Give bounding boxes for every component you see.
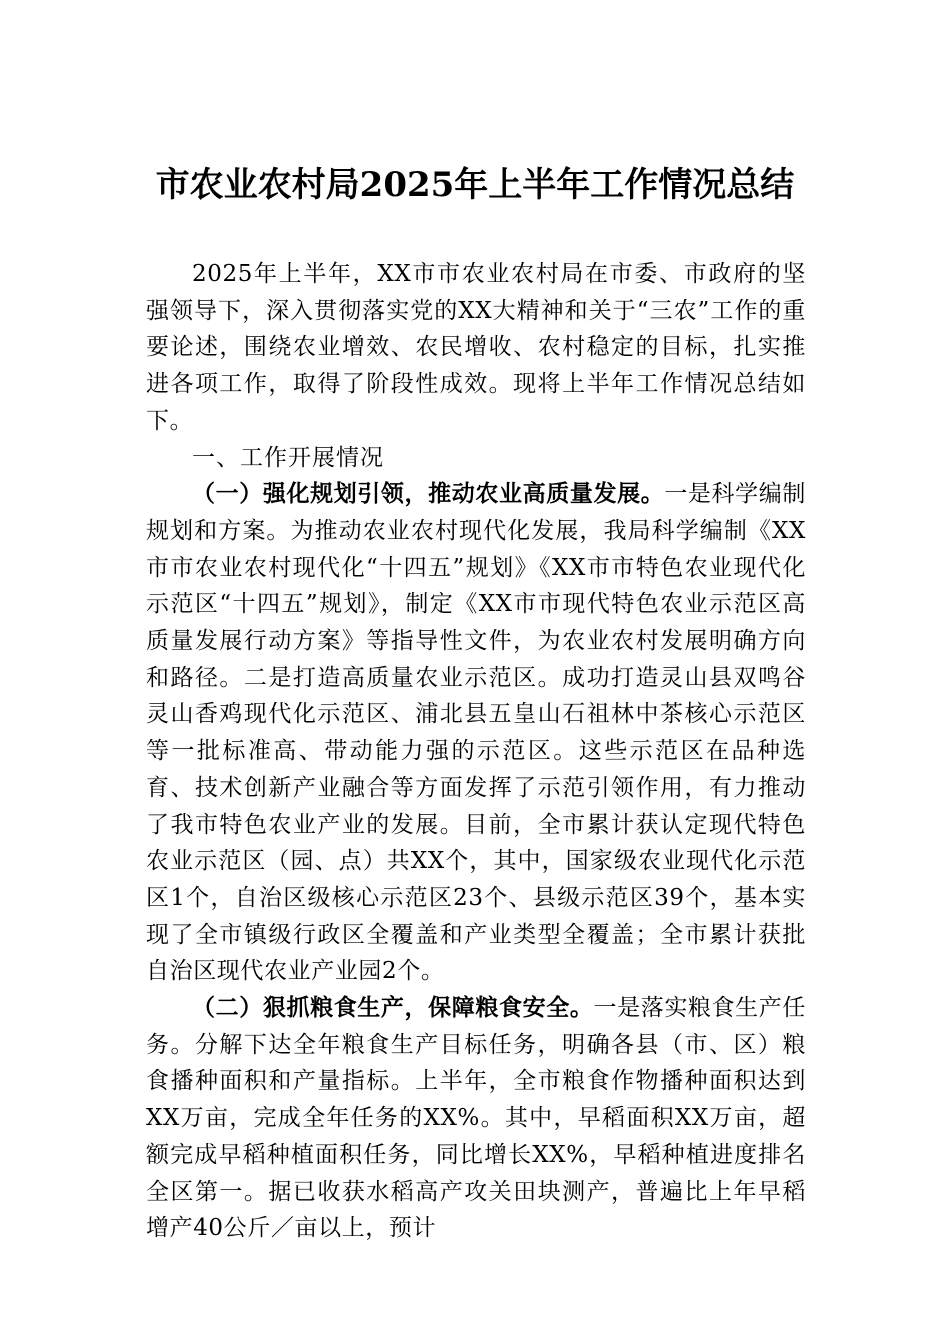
item2-text: 一是落实粮食生产任务。分解下达全年粮食生产目标任务，明确各县（市、区）粮食播种面积和产量指标。上半年，全市粮食作物播种面积达到XX万亩，完成全年任务的XX%。其中，早稻面积XX万亩，超额完成早稻种植面积任务，同比增长XX%，早稻种植进度排名全区第一。据已收获水稻高产攻关田块测产，普遍比上年早稻增产40公斤／亩以上，预计 xyxy=(146,995,806,1242)
item2-paragraph xyxy=(146,990,806,1247)
document-body xyxy=(146,256,806,1247)
item2-heading: （二）狠抓粮食生产，保障粮食安全。 xyxy=(192,994,594,1022)
item1-paragraph xyxy=(146,476,806,990)
document-title: 市农业农村局2025年上半年工作情况总结 xyxy=(155,165,795,205)
item1-heading: （一）强化规划引领，推动农业高质量发展。 xyxy=(192,480,665,508)
item1-text: 一是科学编制规划和方案。为推动农业农村现代化发展，我局科学编制《XX市市农业农村现代化“十四五”规划》《XX市市特色农业现代化示范区“十四五”规划》，制定《XX市市现代特色农业示范区高质量发展行动方案》等指导性文件，为农业农村发展明确方向和路径。二是打造高质量农业示范区。成功打造灵山县双鸣谷灵山香鸡现代化示范区、浦北县五皇山石祖林中茶核心示范区等一批标准高、带动能力强的示范区。这些示范区在品种选育、技术创新产业融合等方面发挥了示范引领作用，有力推动了我市特色农业产业的发展。目前，全市累计获认定现代特色农业示范区（园、点）共XX个，其中，国家级农业现代化示范区1个，自治区级核心示范区23个、县级示范区39个，基本实现了全市镇级行政区全覆盖和产业类型全覆盖；全市累计获批自治区现代农业产业园2个。 xyxy=(146,481,806,985)
section-heading: 一、工作开展情况 xyxy=(192,444,384,471)
intro-paragraph: 2025年上半年，XX市市农业农村局在市委、市政府的坚强领导下，深入贯彻落实党的XX大精神和关于“三农”工作的重要论述，围绕农业增效、农民增收、农村稳定的目标，扎实推进各项工作，取得了阶段性成效。现将上半年工作情况总结如下。 xyxy=(146,261,806,434)
